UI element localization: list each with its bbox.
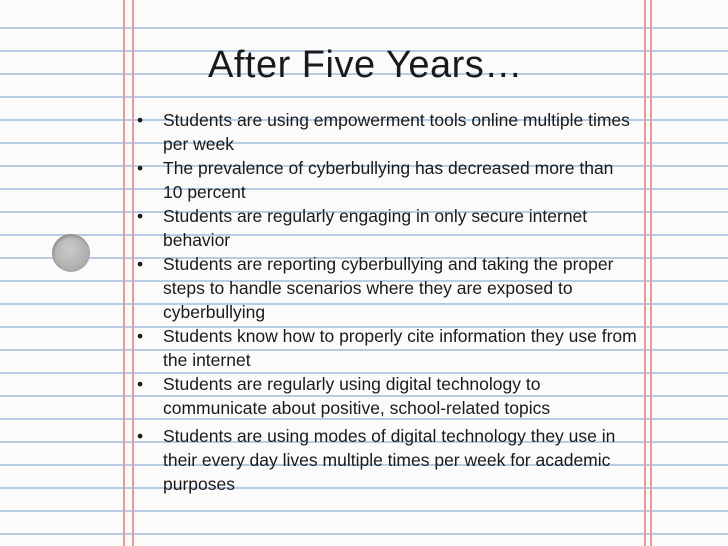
bullet-marker: • xyxy=(137,110,144,130)
bullet-marker: • xyxy=(137,326,144,346)
bullet-text: Students are using empowerment tools online multiple times per week xyxy=(163,110,630,154)
bullet-text: Students are using modes of digital technology they use in their every day lives multiple times per week for academic purposes xyxy=(163,426,616,494)
bullet-item xyxy=(137,108,637,156)
bullet-list xyxy=(137,108,637,496)
bullet-marker: • xyxy=(137,254,144,274)
bullet-item xyxy=(137,156,637,204)
bullet-marker: • xyxy=(137,426,144,446)
bullet-item xyxy=(137,252,637,324)
bullet-item xyxy=(137,204,637,252)
slide-title: After Five Years… xyxy=(208,44,523,86)
bullet-item xyxy=(137,372,637,420)
bullet-text: Students are reporting cyberbullying and taking the proper steps to handle scenarios where they are exposed to cyberbullying xyxy=(163,254,614,322)
bullet-item xyxy=(137,324,637,372)
bullet-marker: • xyxy=(137,374,144,394)
left-margin-line xyxy=(123,0,125,546)
bullet-marker: • xyxy=(137,206,144,226)
bullet-text: Students know how to properly cite information they use from the internet xyxy=(163,326,637,370)
bullet-marker: • xyxy=(137,158,144,178)
left-margin-line-inner xyxy=(132,0,134,546)
bullet-text: Students are regularly using digital technology to communicate about positive, school-related topics xyxy=(163,374,551,418)
bullet-text: The prevalence of cyberbullying has decreased more than 10 percent xyxy=(163,158,614,202)
bullet-text: Students are regularly engaging in only secure internet behavior xyxy=(163,206,588,250)
bullet-item xyxy=(137,424,637,496)
right-margin-line-outer xyxy=(650,0,652,546)
right-margin-line xyxy=(644,0,646,546)
punch-hole xyxy=(52,234,90,272)
